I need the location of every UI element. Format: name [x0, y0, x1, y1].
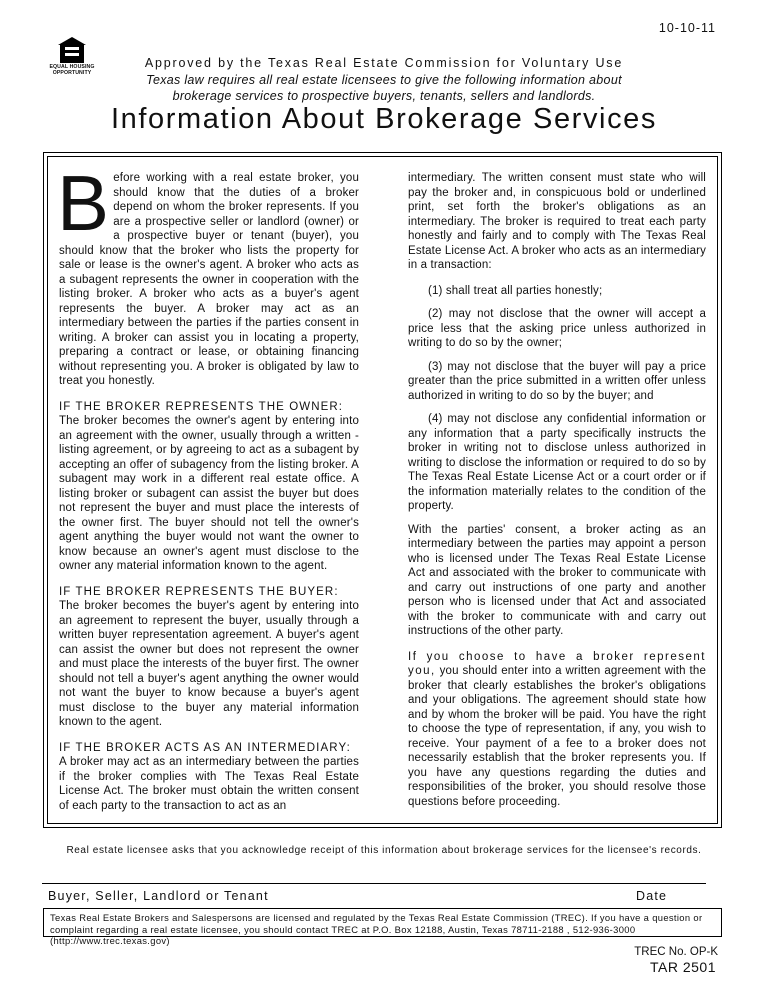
tar-form-number: TAR 2501: [650, 959, 716, 975]
content-box: [43, 152, 722, 828]
owner-text: The broker becomes the owner's agent by entering into an agreement with the owner, usually through a written - listing agreement, or by agreeing to act as a subagent by accepting an offer of subagency from the listing broker. A subagent may work in a different real estate office. A listing broker or subagent can assist the buyer but does not represent the buyer and must place the interests of the owner first. The buyer should not tell the owner's agent anything the buyer would not want the owner to know because an owner's agent must disclose to the owner any material information known to the agent.: [59, 415, 359, 572]
obligation-item-3: (3) may not disclose that the buyer will pay a price greater than the price submitted in a written offer unless authorized in writing to do so by the buyer; and: [408, 360, 706, 402]
right-column: [408, 171, 706, 820]
date-label: Date: [636, 889, 668, 903]
intermediary-section: [59, 741, 359, 814]
approved-notice: Approved by the Texas Real Estate Commission for Voluntary Use: [144, 56, 624, 70]
trec-notice: Texas Real Estate Brokers and Salespersons are licensed and regulated by the Texas Real Estate Commission (TREC). If you have a question or complaint regarding a real estate licensee, you should contact TREC at P.O. Box 12188, Austin, Texas 78711-2188 , 512-936-3000 (http://www.trec.texas.gov): [43, 908, 722, 937]
obligation-item-4: (4) may not disclose any confidential information or any information that a party specifically instructs the broker in writing not to disclose unless authorized in writing to disclose the information or required to do so by The Texas Real Estate License Act or a court order or if the information materially relates to the condition of the property.: [408, 413, 706, 512]
intermediary-continued: intermediary. The written consent must state who will pay the broker and, in conspicuous bold or underlined print, set forth the broker's obligations as an intermediary. The broker is required to treat each party honestly and fairly and to comply with The Texas Real Estate License Act. A broker who acts as an intermediary in a transaction:: [408, 172, 706, 271]
intro-paragraph: [57, 159, 359, 389]
buyer-text: The broker becomes the buyer's agent by entering into an agreement to represent the buyer, usually through a written buyer representation agreement. A buyer's agent can assist the owner but does not represent the owner and must place the interests of the buyer first. The owner should not tell a buyer's agent anything the owner would not want the buyer to know because a buyer's agent must disclose to the buyer any material information known to the agent.: [59, 600, 359, 728]
buyer-section: [59, 585, 359, 730]
law-line-1: Texas law requires all real estate licensees to give the following information about: [146, 73, 622, 87]
acknowledgement-text: Real estate licensee asks that you acknowledge receipt of this information about brokerage services for the licensee's records.: [66, 845, 702, 856]
buyer-heading: IF THE BROKER REPRESENTS THE BUYER:: [59, 585, 339, 598]
consent-paragraph: With the parties' consent, a broker acting as an intermediary between the parties may appoint a person who is licensed under The Texas Real Estate License Act and associated with the broker to communicate with and carry out instructions of one party and another person who is licensed under that Act and associated with the broker to communicate with and carry out instructions of the other party.: [408, 523, 706, 637]
form-date: 10-10-11: [658, 21, 716, 35]
choose-paragraph: [408, 650, 706, 810]
obligation-item-1: (1) shall treat all parties honestly;: [428, 284, 603, 297]
choose-lead: If you choose to have a broker represent you,: [408, 650, 706, 677]
intermediary-heading: IF THE BROKER ACTS AS AN INTERMEDIARY:: [59, 741, 351, 754]
choose-text: you should enter into a written agreement with the broker that clearly establishes the broker's obligations and your obligations. The agreement should state how and by whom the broker will be paid. You have the right to choose the type of representation, if any, you wish to receive. Your payment of a fee to a broker does not necessarily establish that the broker represents you. If you have any questions regarding the duties and responsibilities of the broker, you should resolve those questions before proceeding.: [408, 665, 706, 808]
intro-text: efore working with a real estate broker, you should know that the duties of a broker depend on whom the broker represents. If you are a prospective seller or landlord (owner) or a prospective buyer or tenant (buyer), you should know that the broker who lists the property for sale or lease is the owner's agent. A broker who acts as a subagent represents the owner in cooperation with the listing broker. A broker who acts as a buyer's agent represents the buyer. A broker may act as an intermediary between the parties if the parties consent in writing. A broker can assist you in locating a property, preparing a contract or lease, or obtaining financing without representing you. A broker is obligated by law to treat you honestly.: [59, 172, 359, 387]
owner-section: [59, 400, 359, 574]
intermediary-text: A broker may act as an intermediary between the parties if the broker complies with The Texas Real Estate License Act. The broker must obtain the written consent of each party to the transaction to act as an: [59, 756, 359, 812]
left-column: [57, 159, 359, 824]
signature-label: Buyer, Seller, Landlord or Tenant: [48, 889, 269, 903]
signature-line[interactable]: [42, 883, 706, 884]
logo-text-line2: OPPORTUNITY: [52, 69, 92, 76]
law-notice: [100, 72, 668, 104]
trec-form-number: TREC No. OP-K: [634, 946, 718, 958]
obligation-item-2: (2) may not disclose that the owner will accept a price less that the asking price unless authorized in writing to do so by the owner;: [408, 308, 706, 349]
drop-cap: B: [57, 159, 110, 247]
logo-text-line1: EQUAL HOUSING: [49, 64, 95, 70]
document-title: Information About Brokerage Services: [110, 103, 658, 135]
house-icon: [57, 36, 87, 64]
equal-housing-logo: [44, 36, 100, 76]
owner-heading: IF THE BROKER REPRESENTS THE OWNER:: [59, 400, 344, 413]
law-line-2: brokerage services to prospective buyers, tenants, sellers and landlords.: [172, 89, 596, 103]
